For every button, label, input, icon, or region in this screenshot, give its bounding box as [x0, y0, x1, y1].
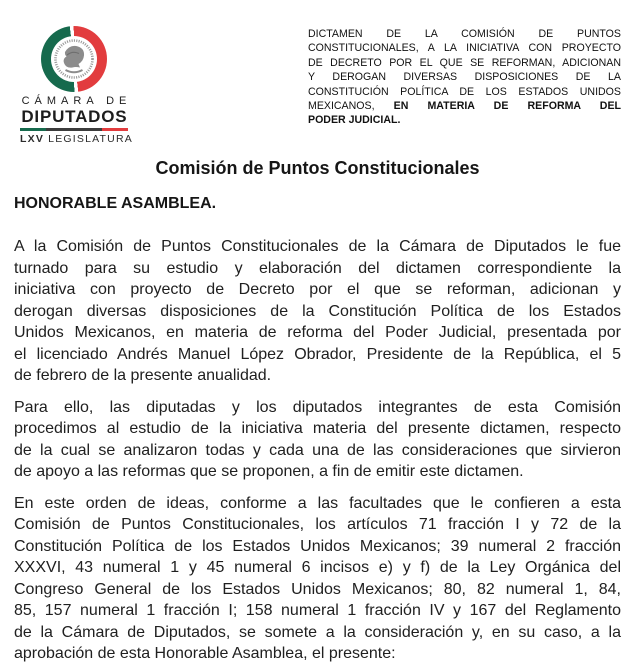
text-line: de febrero de la presente anualidad.	[14, 367, 272, 384]
text-line: En este orden de ideas, conforme a las facultades que le confieren a esta	[14, 494, 621, 512]
text-line: XXXVI, 43 numeral 1 y 45 numeral 6 incisos e) y f) de la Ley Orgánica del	[14, 559, 621, 576]
text-line	[308, 27, 621, 41]
logo-ring-inner	[51, 36, 97, 82]
text-line: derogan diversas disposiciones de la Constitución Política de los Estados	[14, 302, 621, 320]
text-segment: CONSTITUCIÓN POLÍTICA DE LOS ESTADOS UNIDOS	[308, 85, 621, 98]
text-line: de apoyo a las reformas que se proponen, a fin de emitir este dictamen.	[14, 463, 524, 480]
text-segment: DE DECRETO POR EL QUE SE REFORMAN, ADICIONAN	[308, 56, 621, 69]
bold-text-segment: PODER JUDICIAL.	[308, 114, 401, 127]
bold-text-segment: EN MATERIA DE REFORMA DEL	[393, 100, 621, 113]
text-line: Congreso General de los Estados Unidos Mexicanos; 80, 82 numeral 1, 84,	[14, 580, 621, 598]
legislature-number: LXV	[20, 132, 45, 145]
text-segment: CONSTITUCIONALES, A LA INICIATIVA CON PROYECTO	[308, 42, 621, 55]
camara-de-diputados-logo	[20, 26, 133, 145]
salutation-heading: HONORABLE ASAMBLEA.	[14, 195, 217, 212]
divider-red-segment	[102, 128, 128, 131]
document-body	[14, 236, 621, 664]
text-segment: Y DEROGAN DIVERSAS DISPOSICIONES DE LA	[308, 71, 621, 84]
text-line: procedimos al estudio de la iniciativa materia del presente dictamen, respecto	[14, 420, 621, 437]
logo-diputados-label: DIPUTADOS	[21, 107, 128, 126]
logo-legislature-label	[20, 132, 133, 145]
text-line	[308, 56, 621, 70]
committee-title: Comisión de Puntos Constitucionales	[155, 158, 480, 178]
text-line	[308, 99, 621, 113]
text-line	[308, 113, 621, 127]
body-paragraph	[14, 493, 621, 664]
logo-camara-de-label: CÁMARA DE	[21, 95, 132, 107]
text-line: Para ello, las diputadas y los diputados integrantes de esta Comisión	[14, 398, 621, 416]
text-line	[308, 41, 621, 55]
text-line: Constitución Política de los Estados Unidos Mexicanos; 39 numeral 2 fracción	[14, 537, 621, 555]
text-line	[308, 70, 621, 84]
text-segment: DICTAMEN DE LA COMISIÓN DE PUNTOS	[308, 28, 621, 40]
body-paragraph	[14, 236, 621, 387]
text-line: aprobación de esta Honorable Asamblea, el presente:	[14, 645, 396, 662]
divider-green-segment	[20, 128, 46, 131]
text-line: de la Cámara de Diputados, se somete a la consideración y, en su caso, a la	[14, 623, 621, 641]
dictamen-caption	[308, 27, 621, 128]
legislature-word: LEGISLATURA	[48, 132, 133, 145]
text-line: de la cual se analizaron todas y cada una de las consideraciones que sirvieron	[14, 441, 621, 459]
text-line: iniciativa con proyecto de Decreto por el que se reforman, adicionan y	[14, 281, 621, 298]
text-line: A la Comisión de Puntos Constitucionales de la Cámara de Diputados le fue	[14, 238, 621, 255]
coat-of-arms-icon	[52, 37, 96, 81]
logo-ring-icon	[41, 26, 107, 92]
text-segment: MEXICANOS,	[308, 100, 394, 113]
text-line: Comisión de Puntos Constitucionales, los artículos 71 fracción I y 72 de la	[14, 516, 621, 533]
text-line: el licenciado Andrés Manuel López Obrador, Presidente de la República, el 5	[14, 345, 621, 363]
body-paragraph	[14, 397, 621, 483]
logo-tricolor-divider	[20, 128, 128, 131]
text-line: turnado para su estudio y elaboración del dictamen correspondiente la	[14, 259, 621, 277]
divider-dark-segment	[46, 128, 102, 131]
document-header	[14, 0, 621, 158]
text-line: Unidos Mexicanos, en materia de reforma del Poder Judicial, presentada por	[14, 324, 621, 341]
text-line: 85, 157 numeral 1 fracción I; 158 numeral 1 fracción IV y 167 del Reglamento	[14, 602, 621, 619]
text-line	[308, 85, 621, 99]
